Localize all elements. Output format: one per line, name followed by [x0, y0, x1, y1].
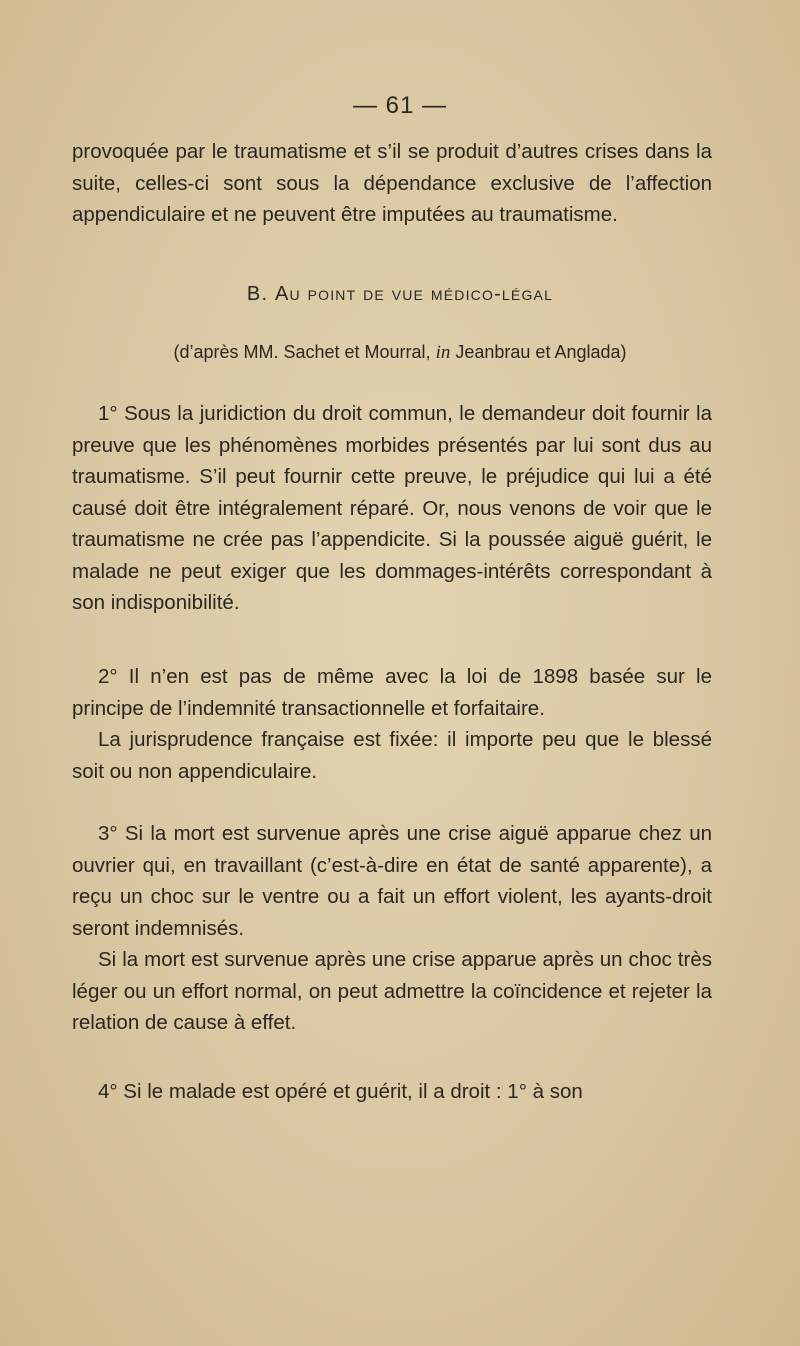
section-heading-letter: B.: [246, 283, 269, 305]
paragraph-2-block: [72, 661, 712, 787]
section-source: [0, 342, 800, 364]
paragraph-3-block: [72, 818, 712, 1039]
section-heading: [0, 283, 800, 306]
intro-paragraph-block: [72, 136, 712, 231]
intro-paragraph: provoquée par le traumatisme et s’il se produit d’autres crises dans la suite, celles-ci sont sous la dépendance exclusive de l’affection appendiculaire et ne peuvent être imputées au traumatisme.: [72, 140, 712, 226]
paragraph-2a: 2° Il n’en est pas de même avec la loi de 1898 basée sur le principe de l’indemnité transactionnelle et forfaitaire.: [72, 665, 712, 720]
page-number: — 61 —: [352, 92, 448, 119]
paragraph-2b: La jurisprudence française est fixée: il importe peu que le blessé soit ou non appendiculaire.: [72, 728, 712, 783]
paragraph-1-block: [72, 398, 712, 619]
paragraph-4-block: [72, 1076, 712, 1108]
source-prefix: (d’après MM. Sachet et Mourral,: [173, 342, 431, 362]
source-in: in: [435, 342, 451, 363]
section-heading-text: Au point de vue médico-légal: [274, 283, 554, 305]
paragraph-4: 4° Si le malade est opéré et guérit, il a droit : 1° à son: [98, 1080, 583, 1103]
source-suffix: Jeanbrau et Anglada): [455, 342, 627, 362]
paragraph-3a: 3° Si la mort est survenue après une crise aiguë apparue chez un ouvrier qui, en travaillant (c’est-à-dire en état de santé apparente), a reçu un choc sur le ventre ou a fait un effort violent, les ayants-droit seront indemnisés.: [72, 822, 712, 940]
paragraph-3b: Si la mort est survenue après une crise apparue après un choc très léger ou un effort normal, on peut admettre la coïncidence et rejeter la relation de cause à effet.: [72, 948, 712, 1034]
paragraph-1: 1° Sous la juridiction du droit commun, le demandeur doit fournir la preuve que les phénomènes morbides présentés par lui sont dus au traumatisme. S’il peut fournir cette preuve, le préjudice qui lui a été causé doit être intégralement réparé. Or, nous venons de voir que le traumatisme ne crée pas l’appendicite. Si la poussée aiguë guérit, le malade ne peut exiger que les dommages-intérêts correspondant à son indisponibilité.: [72, 402, 712, 614]
